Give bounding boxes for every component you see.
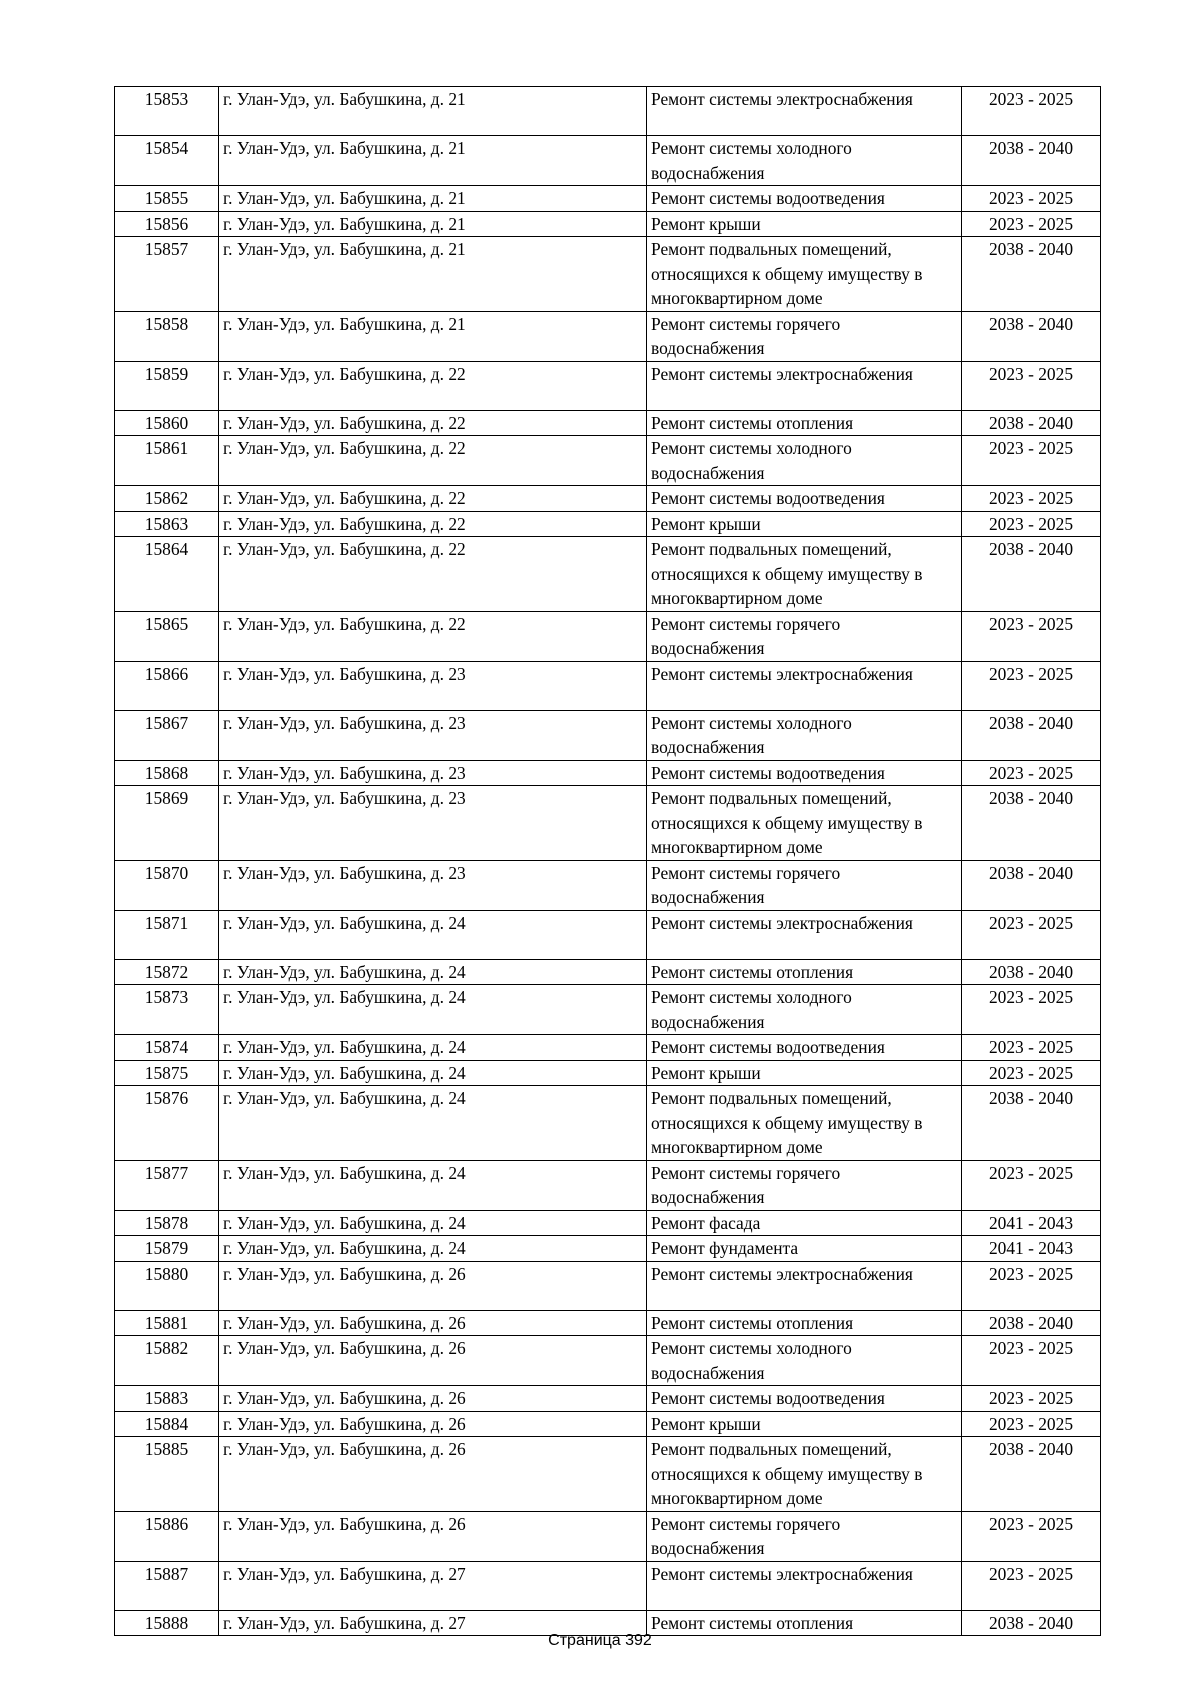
address-cell: г. Улан-Удэ, ул. Бабушкина, д. 26 (219, 1386, 647, 1412)
row-number-cell: 15867 (115, 710, 219, 760)
period-cell: 2038 - 2040 (962, 860, 1101, 910)
address-cell: г. Улан-Удэ, ул. Бабушкина, д. 24 (219, 1160, 647, 1210)
period-cell: 2023 - 2025 (962, 760, 1101, 786)
table-row (115, 786, 1101, 861)
row-number-cell: 15885 (115, 1437, 219, 1512)
row-number-cell: 15882 (115, 1336, 219, 1386)
work-type-cell: Ремонт фундамента (647, 1236, 962, 1262)
table-row (115, 511, 1101, 537)
row-number-cell: 15886 (115, 1511, 219, 1561)
table-row (115, 611, 1101, 661)
work-type-cell: Ремонт системы электроснабжения (647, 361, 962, 410)
work-type-cell: Ремонт подвальных помещений, относящихся к общему имуществу в многоквартирном доме (647, 237, 962, 312)
row-number-cell: 15853 (115, 87, 219, 136)
row-number-cell: 15868 (115, 760, 219, 786)
work-type-cell: Ремонт системы отопления (647, 1310, 962, 1336)
table-row (115, 760, 1101, 786)
table-row (115, 87, 1101, 136)
row-number-cell: 15857 (115, 237, 219, 312)
period-cell: 2041 - 2043 (962, 1210, 1101, 1236)
work-type-cell: Ремонт крыши (647, 1060, 962, 1086)
table-row (115, 537, 1101, 612)
work-type-cell: Ремонт системы электроснабжения (647, 910, 962, 959)
work-type-cell: Ремонт системы горячего водоснабжения (647, 611, 962, 661)
work-type-cell: Ремонт системы отопления (647, 1610, 962, 1636)
address-cell: г. Улан-Удэ, ул. Бабушкина, д. 23 (219, 710, 647, 760)
row-number-cell: 15864 (115, 537, 219, 612)
period-cell: 2038 - 2040 (962, 311, 1101, 361)
table-row (115, 1310, 1101, 1336)
table-row (115, 1561, 1101, 1610)
row-number-cell: 15884 (115, 1411, 219, 1437)
address-cell: г. Улан-Удэ, ул. Бабушкина, д. 24 (219, 910, 647, 959)
table-row (115, 486, 1101, 512)
table-row (115, 1511, 1101, 1561)
address-cell: г. Улан-Удэ, ул. Бабушкина, д. 26 (219, 1310, 647, 1336)
table-row (115, 1086, 1101, 1161)
work-type-cell: Ремонт системы отопления (647, 410, 962, 436)
table-row (115, 1336, 1101, 1386)
row-number-cell: 15865 (115, 611, 219, 661)
work-type-cell: Ремонт системы электроснабжения (647, 1261, 962, 1310)
row-number-cell: 15856 (115, 211, 219, 237)
work-type-cell: Ремонт системы электроснабжения (647, 661, 962, 710)
work-type-cell: Ремонт системы горячего водоснабжения (647, 860, 962, 910)
work-type-cell: Ремонт системы водоотведения (647, 1386, 962, 1412)
row-number-cell: 15888 (115, 1610, 219, 1636)
table-row (115, 311, 1101, 361)
work-type-cell: Ремонт системы горячего водоснабжения (647, 311, 962, 361)
table-row (115, 661, 1101, 710)
work-type-cell: Ремонт системы электроснабжения (647, 1561, 962, 1610)
period-cell: 2023 - 2025 (962, 1160, 1101, 1210)
row-number-cell: 15879 (115, 1236, 219, 1262)
row-number-cell: 15883 (115, 1386, 219, 1412)
period-cell: 2023 - 2025 (962, 1511, 1101, 1561)
table-row (115, 136, 1101, 186)
address-cell: г. Улан-Удэ, ул. Бабушкина, д. 22 (219, 537, 647, 612)
period-cell: 2023 - 2025 (962, 1261, 1101, 1310)
address-cell: г. Улан-Удэ, ул. Бабушкина, д. 23 (219, 860, 647, 910)
work-type-cell: Ремонт системы горячего водоснабжения (647, 1160, 962, 1210)
row-number-cell: 15870 (115, 860, 219, 910)
period-cell: 2023 - 2025 (962, 211, 1101, 237)
address-cell: г. Улан-Удэ, ул. Бабушкина, д. 21 (219, 211, 647, 237)
table-row (115, 1411, 1101, 1437)
period-cell: 2038 - 2040 (962, 1310, 1101, 1336)
address-cell: г. Улан-Удэ, ул. Бабушкина, д. 21 (219, 186, 647, 212)
period-cell: 2038 - 2040 (962, 537, 1101, 612)
period-cell: 2023 - 2025 (962, 611, 1101, 661)
address-cell: г. Улан-Удэ, ул. Бабушкина, д. 22 (219, 361, 647, 410)
address-cell: г. Улан-Удэ, ул. Бабушкина, д. 24 (219, 1086, 647, 1161)
address-cell: г. Улан-Удэ, ул. Бабушкина, д. 22 (219, 486, 647, 512)
row-number-cell: 15871 (115, 910, 219, 959)
address-cell: г. Улан-Удэ, ул. Бабушкина, д. 26 (219, 1511, 647, 1561)
table-row (115, 985, 1101, 1035)
row-number-cell: 15877 (115, 1160, 219, 1210)
table-row (115, 1437, 1101, 1512)
period-cell: 2038 - 2040 (962, 710, 1101, 760)
table-row (115, 959, 1101, 985)
work-type-cell: Ремонт системы водоотведения (647, 486, 962, 512)
table-row (115, 186, 1101, 212)
row-number-cell: 15873 (115, 985, 219, 1035)
period-cell: 2023 - 2025 (962, 1411, 1101, 1437)
work-type-cell: Ремонт подвальных помещений, относящихся к общему имуществу в многоквартирном доме (647, 1437, 962, 1512)
address-cell: г. Улан-Удэ, ул. Бабушкина, д. 26 (219, 1437, 647, 1512)
work-type-cell: Ремонт подвальных помещений, относящихся к общему имуществу в многоквартирном доме (647, 1086, 962, 1161)
table-body (115, 87, 1101, 1636)
row-number-cell: 15881 (115, 1310, 219, 1336)
row-number-cell: 15854 (115, 136, 219, 186)
work-type-cell: Ремонт системы холодного водоснабжения (647, 436, 962, 486)
row-number-cell: 15887 (115, 1561, 219, 1610)
period-cell: 2023 - 2025 (962, 1561, 1101, 1610)
address-cell: г. Улан-Удэ, ул. Бабушкина, д. 24 (219, 1236, 647, 1262)
table-row (115, 410, 1101, 436)
period-cell: 2038 - 2040 (962, 1437, 1101, 1512)
table-row (115, 1210, 1101, 1236)
work-type-cell: Ремонт крыши (647, 211, 962, 237)
address-cell: г. Улан-Удэ, ул. Бабушкина, д. 21 (219, 237, 647, 312)
address-cell: г. Улан-Удэ, ул. Бабушкина, д. 21 (219, 311, 647, 361)
row-number-cell: 15861 (115, 436, 219, 486)
address-cell: г. Улан-Удэ, ул. Бабушкина, д. 22 (219, 436, 647, 486)
period-cell: 2038 - 2040 (962, 786, 1101, 861)
work-type-cell: Ремонт системы холодного водоснабжения (647, 710, 962, 760)
row-number-cell: 15872 (115, 959, 219, 985)
row-number-cell: 15866 (115, 661, 219, 710)
address-cell: г. Улан-Удэ, ул. Бабушкина, д. 24 (219, 1060, 647, 1086)
table-row (115, 436, 1101, 486)
period-cell: 2038 - 2040 (962, 410, 1101, 436)
period-cell: 2023 - 2025 (962, 1386, 1101, 1412)
period-cell: 2023 - 2025 (962, 361, 1101, 410)
address-cell: г. Улан-Удэ, ул. Бабушкина, д. 23 (219, 661, 647, 710)
period-cell: 2023 - 2025 (962, 186, 1101, 212)
period-cell: 2041 - 2043 (962, 1236, 1101, 1262)
row-number-cell: 15869 (115, 786, 219, 861)
work-type-cell: Ремонт системы холодного водоснабжения (647, 136, 962, 186)
address-cell: г. Улан-Удэ, ул. Бабушкина, д. 22 (219, 611, 647, 661)
row-number-cell: 15855 (115, 186, 219, 212)
table-row (115, 710, 1101, 760)
work-type-cell: Ремонт системы водоотведения (647, 186, 962, 212)
table-row (115, 361, 1101, 410)
address-cell: г. Улан-Удэ, ул. Бабушкина, д. 24 (219, 1035, 647, 1061)
address-cell: г. Улан-Удэ, ул. Бабушкина, д. 24 (219, 959, 647, 985)
address-cell: г. Улан-Удэ, ул. Бабушкина, д. 24 (219, 985, 647, 1035)
repair-schedule-table (114, 86, 1101, 1636)
period-cell: 2023 - 2025 (962, 1035, 1101, 1061)
address-cell: г. Улан-Удэ, ул. Бабушкина, д. 23 (219, 760, 647, 786)
table-row (115, 237, 1101, 312)
work-type-cell: Ремонт системы электроснабжения (647, 87, 962, 136)
address-cell: г. Улан-Удэ, ул. Бабушкина, д. 21 (219, 87, 647, 136)
table-row (115, 211, 1101, 237)
period-cell: 2038 - 2040 (962, 1086, 1101, 1161)
row-number-cell: 15859 (115, 361, 219, 410)
table-row (115, 1261, 1101, 1310)
period-cell: 2038 - 2040 (962, 237, 1101, 312)
period-cell: 2023 - 2025 (962, 87, 1101, 136)
work-type-cell: Ремонт крыши (647, 1411, 962, 1437)
period-cell: 2023 - 2025 (962, 910, 1101, 959)
period-cell: 2023 - 2025 (962, 436, 1101, 486)
table-row (115, 1386, 1101, 1412)
period-cell: 2023 - 2025 (962, 486, 1101, 512)
table-row (115, 860, 1101, 910)
row-number-cell: 15880 (115, 1261, 219, 1310)
row-number-cell: 15858 (115, 311, 219, 361)
work-type-cell: Ремонт системы холодного водоснабжения (647, 1336, 962, 1386)
address-cell: г. Улан-Удэ, ул. Бабушкина, д. 27 (219, 1561, 647, 1610)
period-cell: 2023 - 2025 (962, 661, 1101, 710)
address-cell: г. Улан-Удэ, ул. Бабушкина, д. 26 (219, 1411, 647, 1437)
address-cell: г. Улан-Удэ, ул. Бабушкина, д. 22 (219, 511, 647, 537)
row-number-cell: 15876 (115, 1086, 219, 1161)
period-cell: 2023 - 2025 (962, 1336, 1101, 1386)
table-row (115, 1060, 1101, 1086)
table-row (115, 1236, 1101, 1262)
work-type-cell: Ремонт системы холодного водоснабжения (647, 985, 962, 1035)
work-type-cell: Ремонт системы отопления (647, 959, 962, 985)
table-row (115, 910, 1101, 959)
row-number-cell: 15860 (115, 410, 219, 436)
work-type-cell: Ремонт фасада (647, 1210, 962, 1236)
period-cell: 2038 - 2040 (962, 136, 1101, 186)
period-cell: 2038 - 2040 (962, 1610, 1101, 1636)
period-cell: 2023 - 2025 (962, 1060, 1101, 1086)
row-number-cell: 15875 (115, 1060, 219, 1086)
period-cell: 2023 - 2025 (962, 511, 1101, 537)
work-type-cell: Ремонт системы горячего водоснабжения (647, 1511, 962, 1561)
page-number: Страница 392 (548, 1632, 652, 1649)
address-cell: г. Улан-Удэ, ул. Бабушкина, д. 24 (219, 1210, 647, 1236)
period-cell: 2038 - 2040 (962, 959, 1101, 985)
row-number-cell: 15878 (115, 1210, 219, 1236)
address-cell: г. Улан-Удэ, ул. Бабушкина, д. 23 (219, 786, 647, 861)
address-cell: г. Улан-Удэ, ул. Бабушкина, д. 21 (219, 136, 647, 186)
address-cell: г. Улан-Удэ, ул. Бабушкина, д. 27 (219, 1610, 647, 1636)
row-number-cell: 15862 (115, 486, 219, 512)
address-cell: г. Улан-Удэ, ул. Бабушкина, д. 22 (219, 410, 647, 436)
table-row (115, 1035, 1101, 1061)
address-cell: г. Улан-Удэ, ул. Бабушкина, д. 26 (219, 1336, 647, 1386)
work-type-cell: Ремонт крыши (647, 511, 962, 537)
row-number-cell: 15863 (115, 511, 219, 537)
work-type-cell: Ремонт подвальных помещений, относящихся к общему имуществу в многоквартирном доме (647, 537, 962, 612)
work-type-cell: Ремонт системы водоотведения (647, 1035, 962, 1061)
row-number-cell: 15874 (115, 1035, 219, 1061)
table-row (115, 1160, 1101, 1210)
period-cell: 2023 - 2025 (962, 985, 1101, 1035)
work-type-cell: Ремонт системы водоотведения (647, 760, 962, 786)
address-cell: г. Улан-Удэ, ул. Бабушкина, д. 26 (219, 1261, 647, 1310)
work-type-cell: Ремонт подвальных помещений, относящихся к общему имуществу в многоквартирном доме (647, 786, 962, 861)
